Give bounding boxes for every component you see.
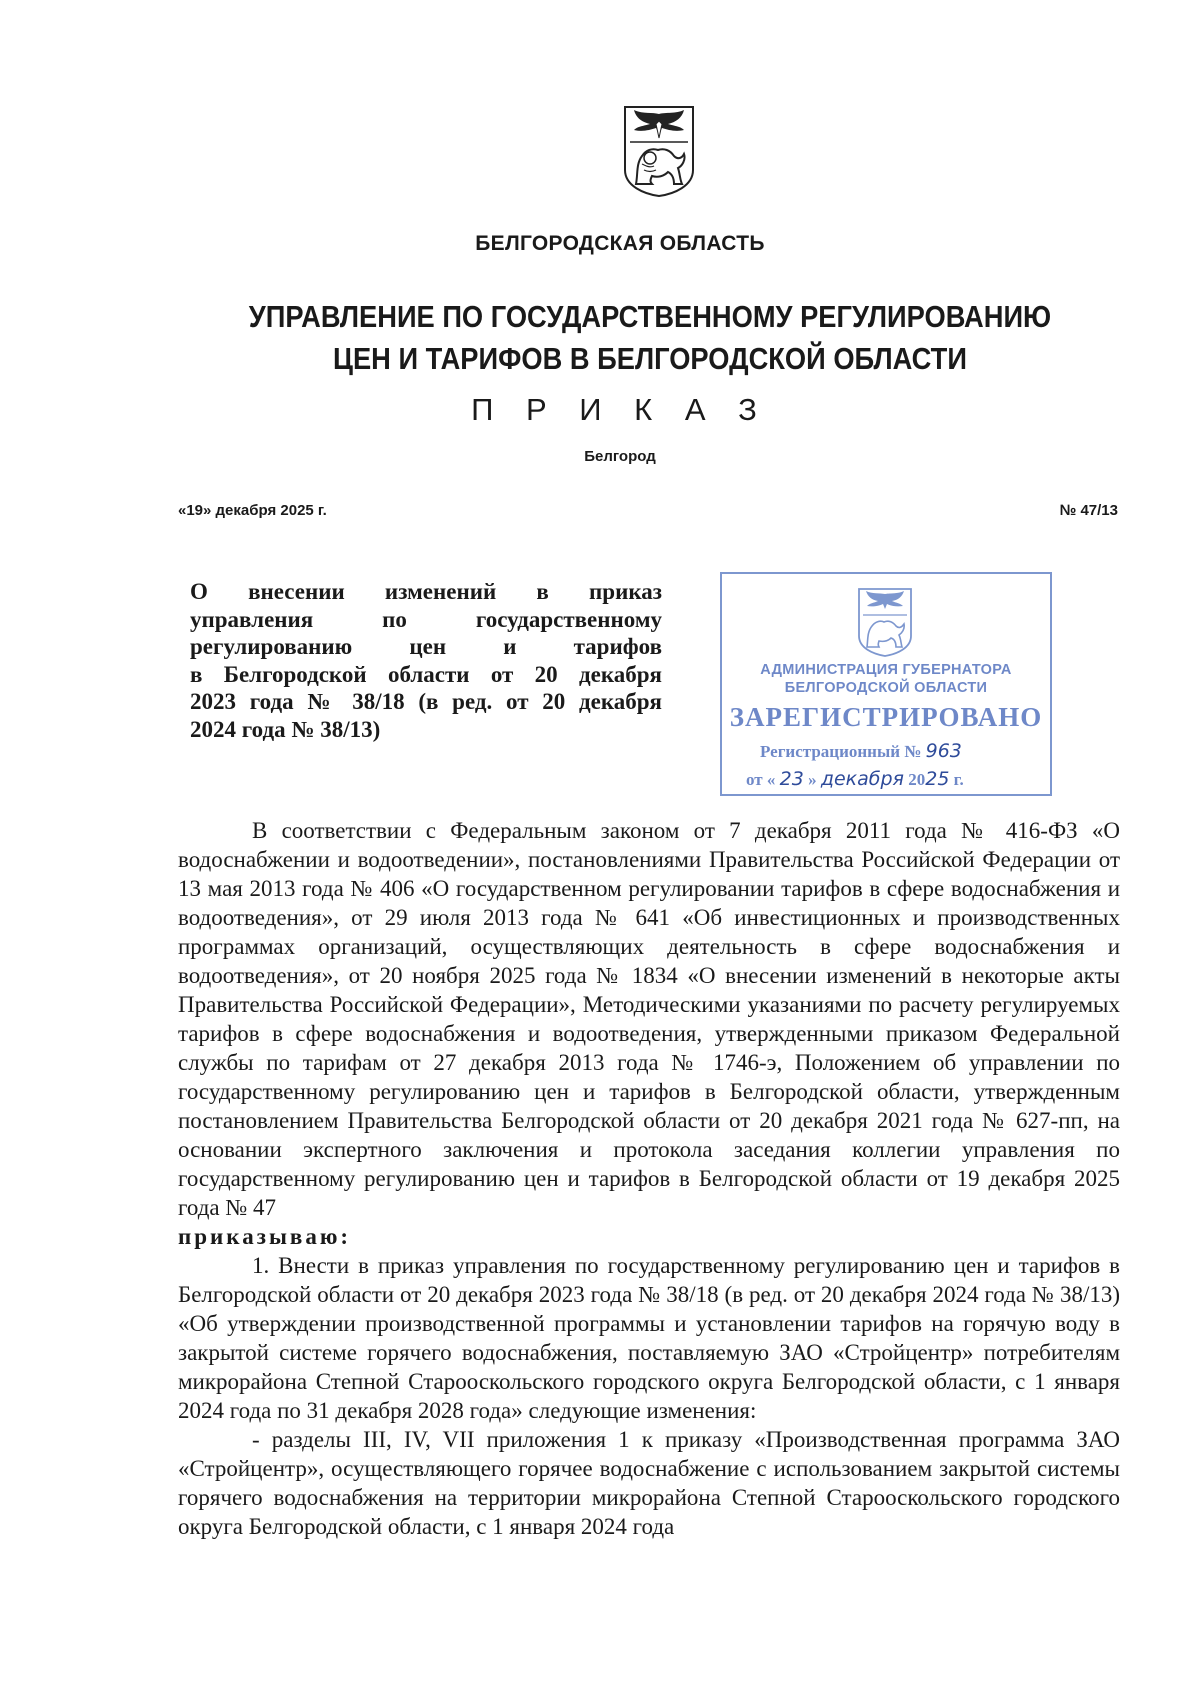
organization-name — [219, 296, 1081, 380]
organization-name-line1: УПРАВЛЕНИЕ ПО ГОСУДАРСТВЕННОМУ РЕГУЛИРОВАНИЮ — [248, 299, 1052, 334]
stamp-date-month-handwritten: декабря — [820, 768, 904, 790]
sub-item-paragraph: - разделы III, IV, VII приложения 1 к приказу «Производственная программа ЗАО «Стройцентр», осуществляющего горячее водоснабжение с использованием закрытой системы горячего водоснабжения на территории микрорайона Степной Старооскольского городского округа Белгородской области, с 1 января 2024 года — [178, 1427, 1120, 1539]
city: Белгород — [584, 448, 656, 465]
subject-line: 2023 года № 38/18 (в ред. от 20 декабря — [190, 689, 662, 714]
order-date: «19» декабря 2025 г. — [178, 502, 327, 519]
stamp-registered: ЗАРЕГИСТРИРОВАНО — [729, 702, 1043, 732]
subject-line: 2024 года № 38/13) — [190, 716, 381, 742]
stamp-date-day-handwritten: 23 — [779, 768, 804, 790]
item-1-paragraph: 1. Внести в приказ управления по государственному регулированию цен и тарифов в Белгородской области от 20 декабря 2023 года № 38/18 (в ред. от 20 декабря 2024 года № 38/13) «Об утверждении производственной программы и установлении тарифов на горячую воду в закрытой системе горячего водоснабжения, поставляемую ЗАО «Стройцентр» потребителям микрорайона Степной Старооскольского городского округа Белгородской области, с 1 января 2024 года по 31 декабря 2028 года» следующие изменения: — [178, 1253, 1120, 1423]
order-subject — [190, 578, 662, 743]
stamp-reg-label: Регистрационный № — [760, 742, 922, 761]
stamp-date-year-handwritten: 25 — [925, 768, 950, 790]
subject-line: регулированию цен и тарифов — [190, 634, 662, 659]
stamp-date-mid: » — [808, 770, 817, 789]
order-word: приказываю: — [178, 1224, 352, 1249]
stamp-admin-line2: БЕЛГОРОДСКОЙ ОБЛАСТИ — [784, 680, 988, 696]
stamp-date-prefix: от « — [746, 770, 776, 789]
stamp-date — [746, 768, 964, 790]
registration-stamp — [720, 572, 1052, 796]
preamble-paragraph: В соответствии с Федеральным законом от 7 декабря 2011 года № 416-ФЗ «О водоснабжении и водоотведении», постановлениями Правительства Российской Федерации от 13 мая 2013 года № 406 «О государственном регулировании тарифов в сфере водоснабжения и водоотведения», от 29 июля 2013 года № 641 «Об инвестиционных и производственных программах организаций, осуществляющих деятельность в сфере водоснабжения и водоотведения», от 20 ноября 2025 года № 1834 «О внесении изменений в некоторые акты Правительства Российской Федерации», Методическими указаниями по расчету регулируемых тарифов в сфере водоснабжения и водоотведения, утвержденными приказом Федеральной службы по тарифам от 27 декабря 2013 года № 1746-э, Положением об управлении по государственному регулированию цен и тарифов в Белгородской области, утвержденным постановлением Правительства Белгородской области от 20 декабря 2021 года № 627-пп, на основании экспертного заключения и протокола заседания коллегии управления по государственному регулированию цен и тарифов в Белгородской области от 19 декабря 2025 года № 47 — [178, 818, 1120, 1220]
stamp-registration-number — [760, 740, 962, 762]
document-type: П Р И К А З — [471, 392, 769, 427]
order-body — [178, 816, 1120, 1541]
subject-line: в Белгородской области от 20 декабря — [190, 661, 662, 687]
stamp-emblem-icon — [856, 586, 914, 658]
organization-name-line2: ЦЕН И ТАРИФОВ В БЕЛГОРОДСКОЙ ОБЛАСТИ — [333, 341, 967, 376]
coat-of-arms-emblem — [622, 104, 696, 198]
subject-line: управления по государственному — [190, 606, 662, 632]
order-number: № 47/13 — [1059, 502, 1118, 519]
stamp-admin-line1: АДМИНИСТРАЦИЯ ГУБЕРНАТОРА — [760, 662, 1012, 678]
subject-line: О внесении изменений в приказ — [190, 579, 662, 604]
region-title: БЕЛГОРОДСКАЯ ОБЛАСТЬ — [475, 232, 765, 255]
stamp-reg-number-handwritten: 963 — [925, 740, 962, 762]
stamp-date-suffix: г. — [953, 770, 964, 789]
stamp-date-year-prefix: 20 — [908, 770, 926, 789]
